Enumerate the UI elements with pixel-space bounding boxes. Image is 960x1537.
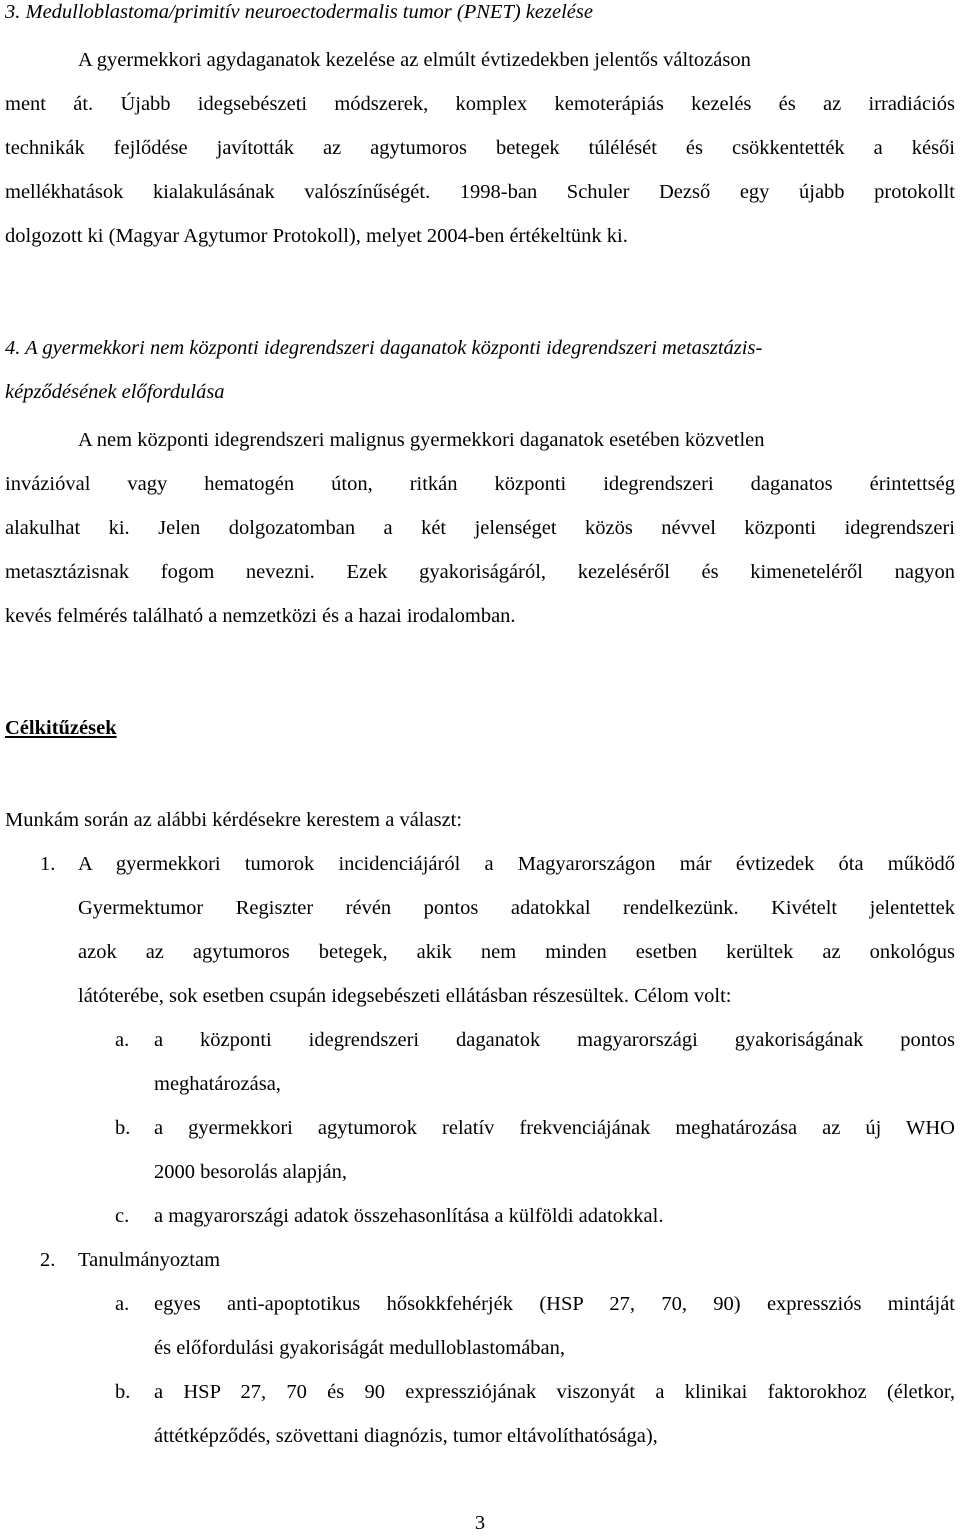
goal-1-line-2: Gyermektumor Regiszter révén pontos adatokkal rendelkezünk. Kivételt jelentettek xyxy=(78,897,955,919)
section-3-line-4: mellékhatások kialakulásának valószínűségét. 1998-ban Schuler Dezső egy újabb protokollt xyxy=(5,181,955,203)
section-3-heading: 3. Medulloblastoma/primitív neuroectodermalis tumor (PNET) kezelése xyxy=(5,1,593,23)
goal-1-line-1: A gyermekkori tumorok incidenciájáról a Magyarországon már évtizedek óta működő xyxy=(78,853,955,875)
section-3-line-1: A gyermekkori agydaganatok kezelése az elmúlt évtizedekben jelentős változáson xyxy=(78,49,751,71)
goal-2a-line-1: egyes anti-apoptotikus hősokkfehérjék (HSP 27, 70, 90) expressziós mintáját xyxy=(154,1293,955,1315)
section-4-heading-line-2: képződésének előfordulása xyxy=(5,381,225,403)
goal-2b-line-1: a HSP 27, 70 és 90 expressziójának viszonyát a klinikai faktorokhoz (életkor, xyxy=(154,1381,955,1403)
goal-1a-line-1: a központi idegrendszeri daganatok magyarországi gyakoriságának pontos xyxy=(154,1029,955,1051)
goal-2a-letter: a. xyxy=(115,1293,130,1315)
goal-1b-line-2: 2000 besorolás alapján, xyxy=(154,1161,347,1183)
goal-2a-line-2: és előfordulási gyakoriságát medulloblastomában, xyxy=(154,1337,566,1359)
goal-1c-letter: c. xyxy=(115,1205,130,1227)
goal-1a-line-2: meghatározása, xyxy=(154,1073,281,1095)
section-3-line-3: technikák fejlődése javították az agytumoros betegek túlélését és csökkentették a késői xyxy=(5,137,955,159)
goal-1-line-4: látóterébe, sok esetben csupán idegsebészeti ellátásban részesültek. Célom volt: xyxy=(78,985,732,1007)
section-3-line-2: ment át. Újabb idegsebészeti módszerek, komplex kemoterápiás kezelés és az irradiációs xyxy=(5,93,955,115)
goal-2-number: 2. xyxy=(40,1249,56,1271)
goal-2-text: Tanulmányoztam xyxy=(78,1249,221,1271)
section-4-line-1: A nem központi idegrendszeri malignus gyermekkori daganatok esetében közvetlen xyxy=(78,429,765,451)
section-4-heading-line-1: 4. A gyermekkori nem központi idegrendszeri daganatok központi idegrendszeri metasztázis- xyxy=(5,337,763,359)
goal-1-line-3: azok az agytumoros betegek, akik nem minden esetben kerültek az onkológus xyxy=(78,941,955,963)
goal-2b-line-2: áttétképződés, szövettani diagnózis, tumor eltávolíthatósága), xyxy=(154,1425,658,1447)
section-3-line-5: dolgozott ki (Magyar Agytumor Protokoll), melyet 2004-ben értékeltünk ki. xyxy=(5,225,628,247)
section-4-line-4: metasztázisnak fogom nevezni. Ezek gyakoriságáról, kezeléséről és kimeneteléről nagyon xyxy=(5,561,955,583)
goals-heading: Célkitűzések xyxy=(5,717,117,739)
goal-1b-letter: b. xyxy=(115,1117,131,1139)
goal-1-number: 1. xyxy=(40,853,56,875)
goal-1a-letter: a. xyxy=(115,1029,130,1051)
section-4-line-2: invázióval vagy hematogén úton, ritkán központi idegrendszeri daganatos érintettség xyxy=(5,473,955,495)
section-4-line-5: kevés felmérés található a nemzetközi és a hazai irodalomban. xyxy=(5,605,516,627)
goals-intro: Munkám során az alábbi kérdésekre kerestem a választ: xyxy=(5,809,463,831)
goal-1b-line-1: a gyermekkori agytumorok relatív frekvenciájának meghatározása az új WHO xyxy=(154,1117,955,1139)
goal-2b-letter: b. xyxy=(115,1381,131,1403)
section-4-line-3: alakulhat ki. Jelen dolgozatomban a két jelenséget közös névvel központi idegrendszeri xyxy=(5,517,955,539)
page-number: 3 xyxy=(474,1512,486,1534)
goal-1c-line-1: a magyarországi adatok összehasonlítása a külföldi adatokkal. xyxy=(154,1205,664,1227)
